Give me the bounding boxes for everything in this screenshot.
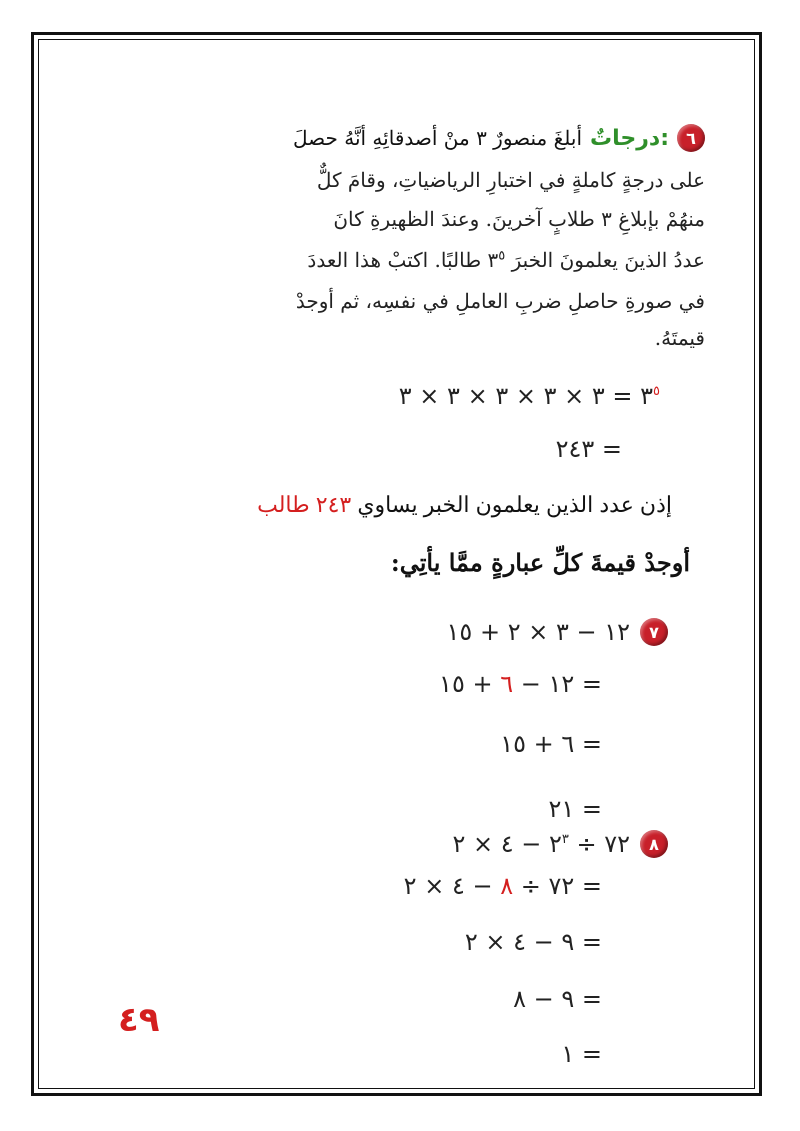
p8-expr-part-a: ٧٢ ÷ ٢	[548, 830, 630, 858]
problem-8-step-3: = ٩ − ٨	[513, 985, 602, 1013]
p8-expr-part-b: − ٤ × ٢	[452, 830, 549, 858]
problem-6-number-badge: ٦	[677, 124, 705, 152]
p8-step1-part-a: = ٧٢ ÷	[513, 872, 602, 900]
problem-6-equation-1	[399, 382, 660, 410]
page-number: ٤٩	[118, 1000, 160, 1040]
p7-step1-highlight: ٦	[500, 670, 514, 698]
problem-6-line-4-exponent: ٥	[498, 248, 506, 264]
problem-6-line-3: منهُمْ بإبلاغِ ٣ طلابٍ آخرينَ. وعندَ الظهيرةِ كانَ	[333, 207, 705, 231]
problem-8-step-2: = ٩ − ٤ × ٢	[464, 928, 602, 956]
conclusion-text	[257, 492, 672, 518]
problem-6-line-6: قيمتَهُ.	[654, 326, 705, 350]
problem-7-expression: ١٢ − ٣ × ٢ + ١٥	[446, 618, 630, 646]
problem-6-line-4	[307, 248, 705, 272]
p8-step1-highlight: ٨	[500, 872, 514, 900]
problem-6-line-4-part-a: عددُ الذينَ يعلمونَ الخبرَ ٣	[487, 248, 705, 272]
problem-6-title: درجاتٌ:	[590, 125, 669, 151]
p8-expr-exponent: ٣	[561, 832, 569, 847]
eq1-exponent: ٥	[653, 384, 660, 399]
problem-7-step-2: = ٦ + ١٥	[500, 730, 602, 758]
p8-step1-part-b: − ٤ × ٢	[403, 872, 501, 900]
eq1-expansion: = ٣ × ٣ × ٣ × ٣ × ٣	[398, 382, 633, 410]
problem-7-step-3: = ٢١	[548, 795, 602, 823]
problem-8-expression	[452, 830, 630, 858]
problem-6-line-2: على درجةٍ كاملةٍ في اختبارِ الرياضياتِ، وقامَ كلٌّ	[316, 168, 705, 192]
p7-step1-part-b: + ١٥	[439, 670, 501, 698]
problem-6-header	[145, 118, 705, 158]
problem-7-step-1	[439, 670, 602, 698]
problem-8-number-badge: ٨	[640, 830, 668, 858]
problem-7-header	[447, 618, 668, 646]
problem-6-equation-2: = ٢٤٣	[555, 435, 622, 463]
problem-8-header	[452, 830, 668, 858]
problem-8-step-1	[404, 872, 602, 900]
problem-7-number-badge: ٧	[640, 618, 668, 646]
problem-6-line-5: في صورةِ حاصلِ ضربِ العاملِ في نفسِه، ثم أوجدْ	[295, 289, 705, 313]
problem-8-step-4: = ١	[561, 1040, 602, 1068]
p7-step1-part-a: = ١٢ −	[513, 670, 602, 698]
eq1-base: ٣	[640, 382, 654, 410]
conclusion-sentence: إذن عدد الذين يعلمون الخبر يساوي	[351, 492, 672, 517]
instruction-heading: أوجدْ قيمةَ كلِّ عبارةٍ ممَّا يأتِي:	[390, 548, 690, 577]
conclusion-answer: ٢٤٣ طالب	[257, 492, 352, 517]
problem-6-line-1: أبلغَ منصورٌ ٣ منْ أصدقائِهِ أنَّهُ حصلَ	[293, 126, 582, 150]
problem-6-line-4-part-b: طالبًا. اكتبْ هذا العددَ	[307, 248, 488, 272]
